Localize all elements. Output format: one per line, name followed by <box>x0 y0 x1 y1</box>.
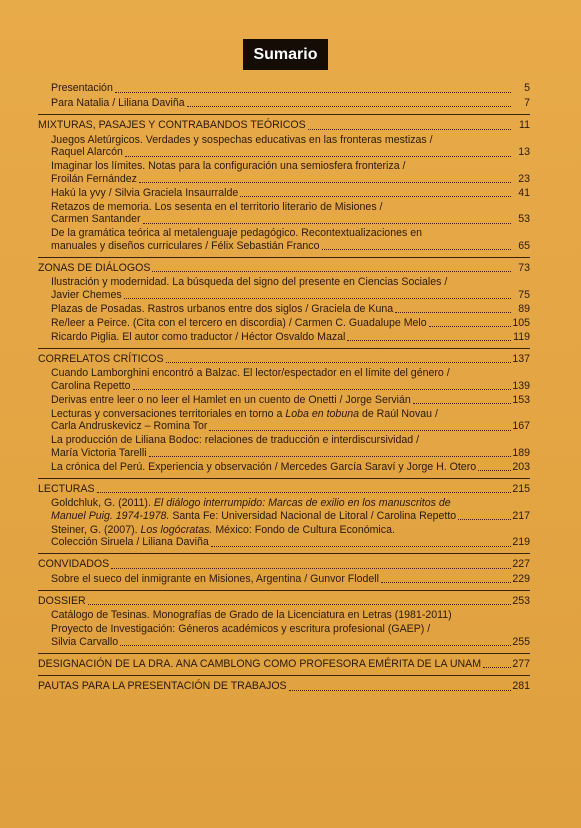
page-number: 255 <box>512 635 530 648</box>
italic-title: Los logócratas. <box>140 523 213 536</box>
leader-dots <box>97 492 511 493</box>
section-heading <box>38 558 530 571</box>
toc-entry-text <box>51 289 122 302</box>
entry-line-text <box>51 524 395 537</box>
toc-entry-text <box>51 394 411 407</box>
entry-line-text <box>51 609 452 622</box>
leader-dots <box>347 340 511 341</box>
toc-entry <box>38 394 530 407</box>
leader-dots <box>143 223 511 224</box>
toc-entry <box>38 636 530 649</box>
toc-entry <box>38 303 530 316</box>
leader-dots <box>133 389 512 390</box>
toc-entry <box>38 461 530 474</box>
leader-dots <box>124 298 511 299</box>
text-run: De la gramática teórica al metalenguaje pedagógico. Recontextualizaciones en <box>51 227 423 239</box>
toc-entry-text <box>51 510 456 523</box>
entry-line <box>38 434 530 447</box>
section-divider <box>38 348 530 349</box>
leader-dots <box>187 106 511 107</box>
entry-line <box>38 160 530 173</box>
section-divider <box>38 478 530 479</box>
toc-entry <box>38 289 530 302</box>
entry-line-text <box>51 201 383 214</box>
toc-entry <box>38 447 530 460</box>
intro-entry <box>38 97 530 110</box>
section-heading <box>38 262 530 275</box>
leader-dots <box>149 456 511 457</box>
toc-entry-text <box>51 447 147 460</box>
entry-line-text <box>51 134 433 147</box>
leader-dots <box>308 129 511 130</box>
toc-entry <box>38 146 530 159</box>
leader-dots <box>120 645 511 646</box>
page-number: 137 <box>512 352 530 365</box>
page-number: 167 <box>512 420 530 432</box>
text-run: LECTURAS <box>38 482 95 495</box>
leader-dots <box>211 546 511 547</box>
toc-entry-text <box>51 536 209 549</box>
text-run: CORRELATOS CRÍTICOS <box>38 352 164 365</box>
leader-dots <box>322 249 512 250</box>
section-divider <box>38 114 530 115</box>
text-run: Re/leer a Peirce. (Cita con el tercero en discordia) / Carmen C. Guadalupe Melo <box>51 316 427 329</box>
text-run: Santa Fe: Universidad Nacional de Litoral / Carolina Repetto <box>169 509 457 522</box>
text-run: Cuando Lamborghini encontró a Balzac. El lector/espectador en el límite del género / <box>51 367 450 379</box>
text-run: Catálogo de Tesinas. Monografías de Grado de la Licenciatura en Letras (1981-2011) <box>51 609 452 621</box>
page-title: Sumario <box>243 39 328 70</box>
section-heading <box>38 595 530 608</box>
section-divider <box>38 675 530 676</box>
table-of-contents <box>38 80 530 693</box>
section-heading-text <box>38 558 109 571</box>
toc-entry-text <box>51 331 345 344</box>
text-run: Steiner, G. (2007). <box>51 523 141 536</box>
leader-dots <box>152 271 511 272</box>
text-run: Ilustración y modernidad. La búsqueda del signo del presente en Ciencias Sociales / <box>51 276 448 288</box>
page-number: 11 <box>519 119 530 131</box>
text-run: de Raúl Novau / <box>359 407 438 420</box>
toc-entry <box>38 173 530 186</box>
toc-entry <box>38 536 530 549</box>
text-run: Sobre el sueco del inmigrante en Misiones, Argentina / Gunvor Flodell <box>51 572 379 585</box>
leader-dots <box>381 582 511 583</box>
final-entry-text <box>38 680 287 693</box>
section-heading-text <box>38 483 95 496</box>
final-entry <box>38 658 530 671</box>
toc-entry-text <box>51 173 137 186</box>
section-heading-text <box>38 119 306 132</box>
page-number: 41 <box>518 186 530 199</box>
entry-line-text <box>51 276 447 289</box>
text-run: Javier Chemes <box>51 288 122 301</box>
entry-line-text <box>51 434 419 447</box>
page-number: 119 <box>513 330 530 343</box>
entry-line <box>38 227 530 240</box>
leader-dots <box>483 667 511 668</box>
entry-line-text <box>51 623 430 636</box>
toc-entry-text <box>51 146 123 159</box>
toc-entry <box>38 187 530 200</box>
text-run: Lecturas y conversaciones territoriales en torno a <box>51 407 286 420</box>
page-number: 13 <box>518 146 530 158</box>
section-heading-text <box>38 595 86 608</box>
text-run: María Victoria Tarelli <box>51 446 147 459</box>
text-run: Imaginar los límites. Notas para la configuración una semiosfera fronteriza / <box>51 160 406 172</box>
section-heading-text <box>38 262 150 275</box>
entry-line <box>38 497 530 510</box>
text-run: Goldchluk, G. (2011). <box>51 497 154 509</box>
section-divider <box>38 257 530 258</box>
text-run: La producción de Liliana Bodoc: relaciones de traducción e interdiscursividad / <box>51 434 420 446</box>
entry-line <box>38 134 530 147</box>
toc-entry-text <box>51 303 393 316</box>
page-number: 189 <box>512 446 530 459</box>
leader-dots <box>111 568 511 569</box>
page-number: 89 <box>518 302 530 315</box>
entry-line-text <box>51 160 405 173</box>
page-number: 153 <box>512 393 530 406</box>
section-heading <box>38 353 530 366</box>
text-run: Derivas entre leer o no leer el Hamlet en un cuento de Onetti / Jorge Servián <box>51 393 411 406</box>
section-heading <box>38 483 530 496</box>
page-number: 229 <box>512 572 530 585</box>
leader-dots <box>125 156 511 157</box>
text-run: ZONAS DE DIÁLOGOS <box>38 261 151 274</box>
text-run: Retazos de memoria. Los sesenta en el territorio literario de Misiones / <box>51 200 383 213</box>
toc-entry-text <box>51 317 427 330</box>
entry-line <box>38 408 530 421</box>
page-number: 277 <box>512 657 530 670</box>
intro-entry <box>38 82 530 95</box>
leader-dots <box>458 519 511 520</box>
leader-dots <box>209 430 511 431</box>
toc-entry <box>38 317 530 330</box>
toc-entry-text <box>51 240 320 253</box>
toc-entry <box>38 420 530 433</box>
page-number: 75 <box>518 288 530 301</box>
toc-entry <box>38 380 530 393</box>
toc-entry-text <box>51 636 118 649</box>
text-run: Plazas de Posadas. Rastros urbanos entre dos siglos / Graciela de Kuna <box>51 302 394 315</box>
toc-entry <box>38 213 530 226</box>
page-number: 217 <box>512 509 530 522</box>
toc-entry-text <box>51 187 238 200</box>
page-number: 23 <box>518 172 530 185</box>
entry-line <box>38 367 530 380</box>
final-entry-text <box>38 658 481 671</box>
entry-line <box>38 623 530 636</box>
page-number: 203 <box>512 460 530 473</box>
leader-dots <box>395 312 511 313</box>
leader-dots <box>413 403 511 404</box>
toc-entry-text <box>51 213 141 226</box>
text-run: Silvia Carvallo <box>51 635 119 648</box>
entry-line <box>38 524 530 537</box>
section-divider <box>38 653 530 654</box>
text-run: Carolina Repetto <box>51 379 131 392</box>
page-number: 53 <box>518 213 530 225</box>
text-run: PAUTAS PARA LA PRESENTACIÓN DE TRABAJOS <box>38 680 287 692</box>
text-run: Carmen Santander <box>51 213 141 225</box>
leader-dots <box>139 182 511 183</box>
toc-entry-text <box>51 573 379 586</box>
entry-line-text <box>51 227 422 240</box>
page-number: 73 <box>518 261 530 274</box>
page-number: 215 <box>512 482 530 495</box>
section-divider <box>38 553 530 554</box>
intro-entry-text <box>51 97 185 110</box>
toc-entry <box>38 240 530 253</box>
text-run: México: Fondo de Cultura Económica. <box>212 523 395 536</box>
text-run: Para Natalia / Liliana Daviña <box>51 96 185 109</box>
leader-dots <box>166 362 511 363</box>
page-number: 139 <box>512 379 530 392</box>
text-run: DOSSIER <box>38 594 86 607</box>
text-run: Proyecto de Investigación: Géneros académicos y escritura profesional (GAEP) / <box>51 623 431 635</box>
leader-dots <box>240 196 511 197</box>
italic-title: Loba en tobuna <box>285 407 359 420</box>
toc-entry-text <box>51 420 207 433</box>
text-run: Raquel Alarcón <box>51 146 123 158</box>
page-number: 281 <box>512 680 530 692</box>
text-run: Ricardo Piglia. El autor como traductor / Héctor Osvaldo Mazal <box>51 330 346 343</box>
entry-line <box>38 609 530 622</box>
entry-line-text <box>51 497 451 510</box>
section-heading <box>38 119 530 132</box>
section-divider <box>38 590 530 591</box>
text-run: manuales y diseños curriculares / Félix Sebastián Franco <box>51 239 320 252</box>
text-run: MIXTURAS, PASAJES Y CONTRABANDOS TEÓRICOS <box>38 119 306 131</box>
toc-entry-text <box>51 461 476 474</box>
leader-dots <box>429 326 511 327</box>
italic-title: El diálogo interrumpido: Marcas de exilio en los manuscritos de <box>153 497 451 509</box>
leader-dots <box>88 604 511 605</box>
text-run: CONVIDADOS <box>38 558 110 570</box>
text-run: Presentación <box>51 82 113 94</box>
intro-entry-text <box>51 82 113 95</box>
text-run: Carla Andruskevicz – Romina Tor <box>51 420 208 432</box>
toc-entry <box>38 331 530 344</box>
entry-line <box>38 201 530 214</box>
text-run: Hakú la yvy / Silvia Graciela Insaurralde <box>51 186 239 199</box>
page-number: 219 <box>512 536 530 548</box>
leader-dots <box>115 92 511 93</box>
final-entry <box>38 680 530 693</box>
text-run: Froilán Fernández <box>51 172 137 185</box>
section-heading-text <box>38 353 164 366</box>
entry-line-text <box>51 367 450 380</box>
page-number: 7 <box>524 96 530 109</box>
entry-line <box>38 276 530 289</box>
leader-dots <box>289 690 511 691</box>
text-run: La crónica del Perú. Experiencia y observación / Mercedes García Saraví y Jorge H. Otero <box>51 460 477 473</box>
page-number: 65 <box>518 239 530 252</box>
italic-title: Manuel Puig. 1974-1978. <box>51 509 170 522</box>
text-run: DESIGNACIÓN DE LA DRA. ANA CAMBLONG COMO PROFESORA EMÉRITA DE LA UNAM <box>38 657 482 670</box>
text-run: Colección Siruela / Liliana Daviña <box>51 536 209 548</box>
page-number: 227 <box>512 558 530 570</box>
page-number: 253 <box>512 594 530 607</box>
entry-line-text <box>51 408 438 421</box>
page-number: 5 <box>524 82 530 94</box>
toc-entry-text <box>51 380 131 393</box>
toc-entry <box>38 573 530 586</box>
page-number: 105 <box>512 316 530 329</box>
text-run: Juegos Aletúrgicos. Verdades y sospechas educativas en las fronteras mestizas / <box>51 133 433 146</box>
toc-entry <box>38 510 530 523</box>
leader-dots <box>478 470 511 471</box>
